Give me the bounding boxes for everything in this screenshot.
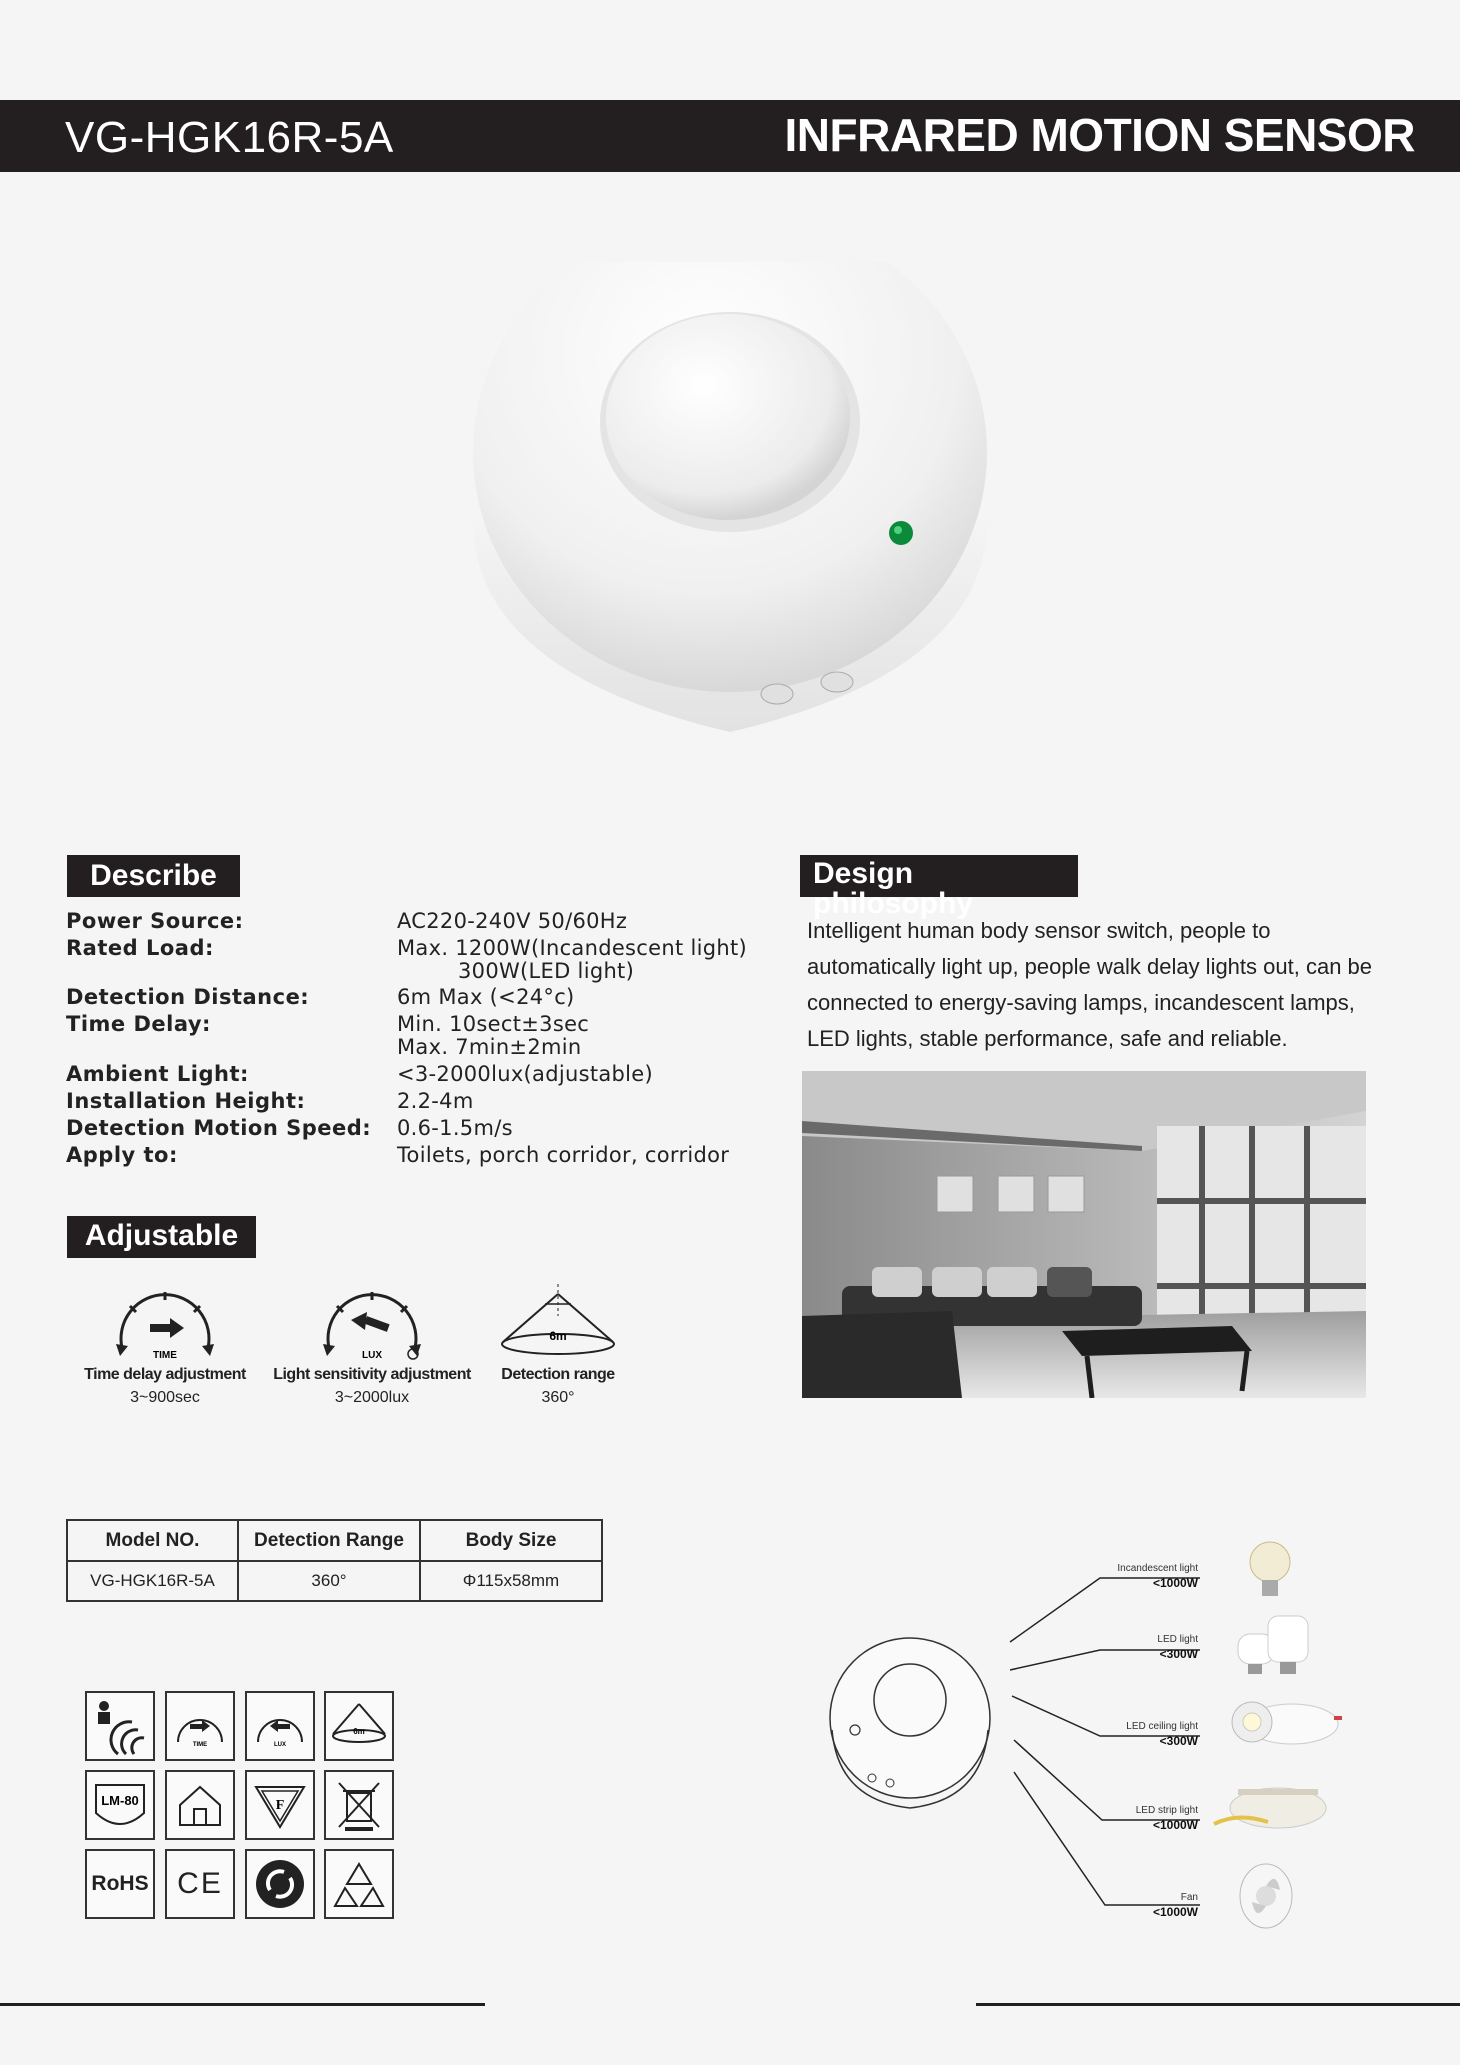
lux-icon-text: LUX <box>362 1350 382 1361</box>
spec-label: Detection Distance: <box>66 985 310 1009</box>
spec-value: 6m Max (<24°c) <box>397 985 575 1009</box>
spec-label: Time Delay: <box>66 1012 211 1036</box>
table-header: Detection Range <box>238 1520 420 1561</box>
load-value: <1000W <box>1152 1818 1198 1832</box>
adjustment-value: 3~2000lux <box>334 1389 410 1406</box>
ce-text: CE <box>177 1867 223 1900</box>
load-item <box>1070 1634 1198 1661</box>
spec-value: Min. 10sect±3sec <box>397 1012 590 1036</box>
footer-divider <box>0 2003 485 2006</box>
design-description <box>807 913 1407 1057</box>
load-item <box>1070 1721 1198 1748</box>
table-cell: 360° <box>238 1561 420 1601</box>
model-table <box>66 1519 603 1602</box>
header-bar <box>0 100 1460 172</box>
product-title: INFRARED MOTION SENSOR <box>784 109 1415 161</box>
load-label: Incandescent light <box>1117 1563 1198 1574</box>
cert-lux-text: LUX <box>274 1742 286 1748</box>
bulb-icon <box>1240 1538 1300 1602</box>
spec-label: Ambient Light: <box>66 1062 249 1086</box>
adjustment-label: Detection range <box>501 1366 615 1383</box>
load-value: <300W <box>1159 1647 1198 1661</box>
load-label: LED strip light <box>1135 1805 1198 1816</box>
spec-label: Installation Height: <box>66 1089 306 1113</box>
cert-time-text: TIME <box>192 1742 208 1748</box>
load-item <box>1070 1805 1198 1832</box>
design-line: automatically light up, people walk delay lights out, can be <box>807 954 1373 979</box>
ce-icon <box>165 1849 235 1919</box>
spec-label: Detection Motion Speed: <box>66 1116 372 1140</box>
table-cell: Φ115x58mm <box>420 1561 602 1601</box>
load-value: <1000W <box>1152 1576 1198 1590</box>
table-header-row <box>67 1520 602 1561</box>
table-cell: VG-HGK16R-5A <box>67 1561 238 1601</box>
spec-value: 2.2-4m <box>397 1089 474 1113</box>
spec-value: <3-2000lux(adjustable) <box>397 1062 654 1086</box>
load-label: Fan <box>1180 1892 1198 1903</box>
adjustment-value: 360° <box>541 1389 575 1406</box>
spec-label: Power Source: <box>66 909 244 933</box>
model-title: VG-HGK16R-5A <box>65 113 394 162</box>
green-dot-icon <box>245 1849 315 1919</box>
spec-label: Rated Load: <box>66 936 214 960</box>
time-dial-icon <box>100 1276 230 1366</box>
table-header: Body Size <box>420 1520 602 1561</box>
spec-value: 300W(LED light) <box>458 959 635 983</box>
time-icon-text: TIME <box>153 1350 177 1361</box>
spec-value: 0.6-1.5m/s <box>397 1116 513 1140</box>
range-icon-text: 6m <box>549 1329 567 1343</box>
design-heading: Design philosophy <box>800 855 1078 897</box>
strip-light-icon <box>1208 1782 1328 1834</box>
adjustment-label: Light sensitivity adjustment <box>273 1366 471 1383</box>
table-row <box>67 1561 602 1601</box>
range-cone-icon <box>324 1691 394 1761</box>
recycle-icon <box>324 1849 394 1919</box>
sensor-product-photo <box>465 262 995 742</box>
time-delay-feature <box>72 1276 258 1407</box>
light-sensitivity-feature <box>270 1276 474 1407</box>
lm80-icon <box>85 1770 155 1840</box>
spec-value: AC220-240V 50/60Hz <box>397 909 628 933</box>
led-bulb-icon <box>1228 1610 1318 1680</box>
adjustable-heading: Adjustable <box>67 1216 256 1258</box>
detection-range-feature <box>478 1276 638 1407</box>
rohs-text: RoHS <box>91 1872 149 1895</box>
load-label: LED light <box>1157 1634 1198 1645</box>
describe-heading: Describe <box>67 855 240 897</box>
range-cone-icon <box>493 1276 623 1366</box>
adjustment-label: Time delay adjustment <box>84 1366 246 1383</box>
footer-divider <box>976 2003 1460 2006</box>
living-room-photo <box>802 1071 1366 1398</box>
human-motion-icon <box>85 1691 155 1761</box>
load-value: <300W <box>1159 1734 1198 1748</box>
time-dial-icon <box>165 1691 235 1761</box>
design-line: Intelligent human body sensor switch, people to <box>807 918 1271 943</box>
adjustment-value: 3~900sec <box>130 1389 200 1406</box>
fan-icon <box>1236 1860 1296 1934</box>
cert-range-text: 6m <box>353 1727 365 1736</box>
spec-value: Max. 1200W(Incandescent light) <box>397 936 748 960</box>
design-line: connected to energy-saving lamps, incandescent lamps, <box>807 990 1355 1015</box>
weee-bin-icon <box>324 1770 394 1840</box>
spec-label: Apply to: <box>66 1143 178 1167</box>
load-item <box>1070 1892 1198 1919</box>
load-item <box>1070 1563 1198 1590</box>
load-value: <1000W <box>1152 1905 1198 1919</box>
load-label: LED ceiling light <box>1126 1721 1198 1732</box>
spec-value: Max. 7min±2min <box>397 1035 582 1059</box>
design-line: LED lights, stable performance, safe and reliable. <box>807 1026 1288 1051</box>
ceiling-light-icon <box>1222 1694 1342 1754</box>
f-mark-icon <box>245 1770 315 1840</box>
indoor-use-icon <box>165 1770 235 1840</box>
lux-dial-icon <box>307 1276 437 1366</box>
rohs-icon <box>85 1849 155 1919</box>
spec-value: Toilets, porch corridor, corridor <box>397 1143 730 1167</box>
svg-text:F: F <box>275 1798 285 1813</box>
lux-dial-icon <box>245 1691 315 1761</box>
table-header: Model NO. <box>67 1520 238 1561</box>
lm80-text: LM-80 <box>101 1793 139 1808</box>
